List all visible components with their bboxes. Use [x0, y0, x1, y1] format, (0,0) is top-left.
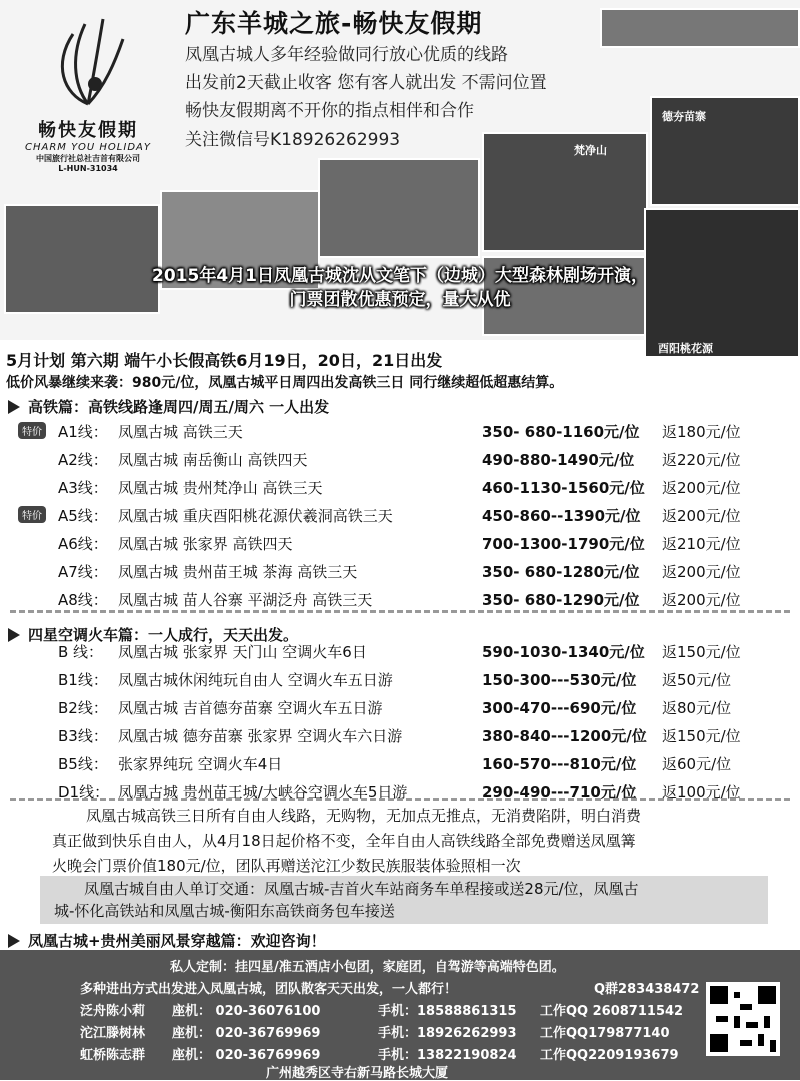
divider	[10, 798, 790, 801]
triangle-bullet-icon	[8, 400, 20, 414]
transport-box	[40, 876, 768, 924]
route-code: A1线：	[58, 423, 108, 441]
intro-line: 凤凰古城人多年经验做同行放心优质的线路	[185, 45, 508, 65]
route-rebate: 返200元/位	[662, 563, 741, 581]
route-rebate: 返80元/位	[662, 699, 732, 717]
route-code: A8线：	[58, 591, 108, 609]
logo	[8, 4, 168, 194]
peacock-logo-icon	[43, 4, 133, 114]
special-badge: 特价	[18, 422, 46, 439]
route-price: 490-880-1490元/位	[482, 451, 635, 469]
photo-label: 梵净山	[574, 144, 607, 157]
route-price: 380-840---1200元/位	[482, 727, 647, 745]
route-rebate: 返60元/位	[662, 755, 732, 773]
qr-code-icon	[706, 982, 780, 1056]
route-rebate: 返150元/位	[662, 727, 741, 745]
route-code: A5线：	[58, 507, 108, 525]
route-row	[0, 666, 800, 692]
route-row	[0, 638, 800, 664]
route-price: 160-570---810元/位	[482, 755, 637, 773]
transport-line: 凤凰古城自由人单订交通：凤凰古城-吉首火车站商务车单程接或送28元/位，凤凰古	[84, 880, 639, 898]
intro-line: 畅快友假期离不开你的指点相伴和合作	[185, 101, 474, 121]
route-code: B5线：	[58, 755, 108, 773]
route-name: 凤凰古城 贵州梵净山 高铁三天	[118, 479, 323, 497]
section-hsr	[8, 396, 329, 417]
route-price: 700-1300-1790元/位	[482, 535, 645, 553]
route-rebate: 返200元/位	[662, 479, 741, 497]
section-title: 四星空调火车篇：一人成行，天天出发。	[28, 626, 299, 644]
contact-name: 泛舟陈小莉	[80, 1004, 146, 1019]
photo-label: 酉阳桃花源	[658, 342, 713, 355]
route-code: A2线：	[58, 451, 108, 469]
route-price: 590-1030-1340元/位	[482, 643, 645, 661]
contact-name: 虹桥陈志群	[80, 1048, 146, 1063]
logo-company: 中国旅行社总社吉首有限公司	[36, 154, 140, 163]
contact-landline: 座机： 020-36076100	[172, 1004, 321, 1019]
route-name: 凤凰古城 南岳衡山 高铁四天	[118, 451, 308, 469]
contact-landline: 座机： 020-36769969	[172, 1048, 321, 1063]
route-rebate: 返200元/位	[662, 507, 741, 525]
route-rebate: 返220元/位	[662, 451, 741, 469]
route-code: B1线：	[58, 671, 108, 689]
route-code: B3线：	[58, 727, 108, 745]
route-code: A6线：	[58, 535, 108, 553]
route-rebate: 返200元/位	[662, 591, 741, 609]
triangle-bullet-icon	[8, 934, 20, 948]
contact-workqq: 工作QQ 2608711542	[540, 1004, 684, 1019]
photo-mountain-top	[600, 8, 800, 48]
route-row	[0, 750, 800, 776]
logo-license: L-HUN-31034	[58, 164, 118, 173]
route-name: 凤凰古城 高铁三天	[118, 423, 243, 441]
logo-cn: 畅快友假期	[38, 120, 138, 141]
route-rebate: 返210元/位	[662, 535, 741, 553]
route-rebate: 返50元/位	[662, 671, 732, 689]
contact-workqq: 工作QQ2209193679	[540, 1048, 679, 1063]
route-name: 凤凰古城 重庆酉阳桃花源伏羲洞高铁三天	[118, 507, 393, 525]
qq-group: Q群283438472	[594, 982, 700, 997]
para-line: 火晚会门票价值180元/位，团队再赠送沱江少数民族服装体验照相一次	[52, 857, 521, 875]
route-name: 凤凰古城 张家界 高铁四天	[118, 535, 293, 553]
banner-line: 2015年4月1日凤凰古城沈从文笔下（边城）大型森林剧场开演，	[152, 266, 648, 286]
photo-label: 德夯苗寨	[662, 110, 706, 123]
route-row	[0, 558, 800, 584]
route-row	[0, 502, 800, 528]
route-code: B 线：	[58, 643, 104, 661]
route-price: 460-1130-1560元/位	[482, 479, 645, 497]
route-rebate: 返150元/位	[662, 643, 741, 661]
contact-workqq: 工作QQ179877140	[540, 1026, 670, 1041]
route-code: D1线：	[58, 783, 110, 801]
banner-line: 门票团散优惠预定，量大从优	[289, 290, 511, 310]
route-row	[0, 586, 800, 612]
contact-mobile: 手机：13822190824	[378, 1048, 517, 1063]
route-name: 凤凰古城 张家界 天门山 空调火车6日	[118, 643, 367, 661]
address: 广州越秀区寺右新马路长城大厦	[266, 1066, 449, 1081]
route-row	[0, 474, 800, 500]
route-price: 350- 680-1280元/位	[482, 563, 640, 581]
photo-rocks	[318, 158, 480, 258]
contact-mobile: 手机：18926262993	[378, 1026, 517, 1041]
banner	[12, 264, 788, 312]
route-code: A7线：	[58, 563, 108, 581]
route-row	[0, 446, 800, 472]
transport-line: 城-怀化高铁站和凤凰古城-衡阳东高铁商务包车接送	[54, 902, 395, 920]
route-code: A3线：	[58, 479, 108, 497]
free-travel-paragraph	[52, 804, 772, 879]
route-name: 凤凰古城 苗人谷寨 平湖泛舟 高铁三天	[118, 591, 373, 609]
route-name: 凤凰古城 德夯苗寨 张家界 空调火车六日游	[118, 727, 403, 745]
contact-mobile: 手机：18588861315	[378, 1004, 517, 1019]
section-guizhou	[8, 930, 326, 951]
special-badge: 特价	[18, 506, 46, 523]
route-price: 290-490---710元/位	[482, 783, 637, 801]
header-section	[0, 0, 800, 355]
route-price: 150-300---530元/位	[482, 671, 637, 689]
wechat-line: 关注微信号K18926262993	[185, 130, 401, 150]
route-row	[0, 530, 800, 556]
route-code: B2线：	[58, 699, 108, 717]
route-name: 凤凰古城 贵州苗王城 茶海 高铁三天	[118, 563, 358, 581]
route-row	[0, 722, 800, 748]
contact-landline: 座机： 020-36769969	[172, 1026, 321, 1041]
route-name: 凤凰古城休闲纯玩自由人 空调火车五日游	[118, 671, 393, 689]
route-price: 350- 680-1160元/位	[482, 423, 640, 441]
route-name: 凤凰古城 贵州苗王城/大峡谷空调火车5日游	[118, 783, 408, 801]
section-title: 高铁篇：高铁线路逢周四/周五/周六 一人出发	[28, 398, 330, 416]
multi-line: 多种进出方式出发进入凤凰古城，团队散客天天出发，一人都行！	[80, 982, 458, 997]
contact-name: 沱江滕树林	[80, 1026, 146, 1041]
route-rebate: 返100元/位	[662, 783, 741, 801]
intro-line: 出发前2天截止收客 您有客人就出发 不需问位置	[185, 73, 547, 93]
route-row	[0, 694, 800, 720]
divider	[10, 610, 790, 613]
route-row	[0, 418, 800, 444]
route-price: 350- 680-1290元/位	[482, 591, 640, 609]
route-rebate: 返180元/位	[662, 423, 741, 441]
logo-en: CHARM YOU HOLIDAY	[25, 142, 151, 153]
footer	[0, 950, 800, 1080]
plan-subline: 低价风暴继续来袭：980元/位，凤凰古城平日周四出发高铁三日 同行继续超低超惠结算。	[6, 375, 564, 391]
plan-headline: 5月计划 第六期 端午小长假高铁6月19日，20日，21日出发	[6, 351, 443, 370]
route-price: 450-860--1390元/位	[482, 507, 641, 525]
route-price: 300-470---690元/位	[482, 699, 637, 717]
photo-fanjing	[482, 132, 648, 252]
route-name: 张家界纯玩 空调火车4日	[118, 755, 283, 773]
page-title: 广东羊城之旅-畅快友假期	[185, 9, 483, 38]
section-title: 凤凰古城+贵州美丽风景穿越篇：欢迎咨询！	[28, 932, 326, 950]
route-name: 凤凰古城 吉首德夯苗寨 空调火车五日游	[118, 699, 383, 717]
para-line: 凤凰古城高铁三日所有自由人线路，无购物，无加点无推点，无消费陷阱，明白消费	[86, 807, 642, 825]
photo-dehang	[650, 96, 800, 206]
custom-line: 私人定制：挂四星/准五酒店小包团，家庭团，自驾游等高端特色团。	[170, 960, 565, 975]
para-line: 真正做到快乐自由人，从4月18日起价格不变，全年自由人高铁线路全部免费赠送凤凰篝	[52, 832, 636, 850]
